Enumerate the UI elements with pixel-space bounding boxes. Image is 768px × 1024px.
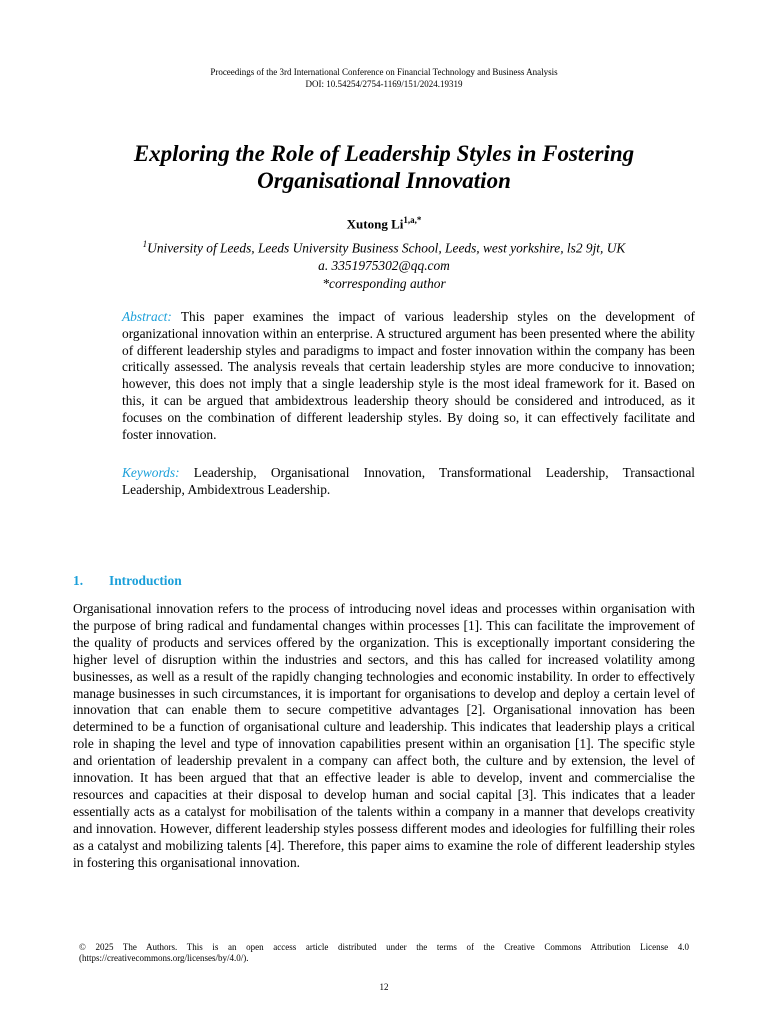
section-title: Introduction (109, 573, 182, 588)
abstract-label: Abstract: (122, 309, 172, 324)
header-conference: Proceedings of the 3rd International Conference on Financial Technology and Business Analysis (210, 67, 558, 77)
title-line-2: Organisational Innovation (257, 168, 511, 193)
license-footnote: © 2025 The Authors. This is an open access article distributed under the terms of the Creative Commons Attribution License 4.0 (https://creativecommons.org/licenses/by/4.0/). (79, 942, 689, 963)
paper-title (60, 140, 708, 194)
abstract-text: This paper examines the impact of various leadership styles on the development of organizational innovation within an enterprise. A structured argument has been presented where the ability of different leadership styles and paradigms to impact and foster innovation within the company has been critically assessed. The analysis reveals that certain leadership styles are more conducive to innovation; however, this does not imply that a single leadership style is the most ideal framework for it. Based on this, it can be argued that ambidextrous leadership theory should be considered and introduced, as it focuses on the combination of different leadership styles. By doing so, it can effectively facilitate and foster innovation. (122, 309, 695, 442)
author-superscript: 1,a,* (403, 215, 422, 225)
keywords (122, 465, 695, 499)
keywords-label: Keywords: (122, 465, 180, 480)
proceedings-header (0, 66, 768, 90)
affiliation-text: University of Leeds, Leeds University Business School, Leeds, west yorkshire, ls2 9jt, UK (147, 240, 626, 256)
abstract (122, 309, 695, 443)
page-number: 12 (379, 982, 389, 992)
author-name-text: Xutong Li (346, 216, 404, 232)
affiliation-superscript: 1 (142, 239, 148, 249)
author-email: a. 3351975302@qq.com (318, 258, 450, 274)
keywords-text: Leadership, Organisational Innovation, Transformational Leadership, Transactional Leadership, Ambidextrous Leadership. (122, 465, 695, 497)
author-name (0, 211, 768, 233)
section-number: 1. (73, 573, 84, 588)
corresponding-author-note: *corresponding author (322, 276, 446, 292)
title-line-1: Exploring the Role of Leadership Styles in Fostering (133, 141, 635, 166)
header-doi: DOI: 10.54254/2754-1169/151/2024.19319 (305, 79, 463, 89)
section-heading (73, 572, 182, 590)
author-affiliation-block (0, 235, 768, 293)
body-paragraph: Organisational innovation refers to the process of introducing novel ideas and processes within organisation with the purpose of bring radical and fundamental changes within processes [1]. This can facilitate the improvement of the quality of products and services offered by the organization. This is exceptionally important considering the higher level of disruption within the industries and sectors, and this has called for increased volatility among businesses, as well as a result of the rapidly changing technologies and economic instability. In order to effectively manage businesses in such circumstances, it is important for organisations to develop and deploy a certain level of innovation that can enable them to secure competitive advantages [2]. Organisational innovation has been determined to be a function of organisational culture and leadership. This indicates that leadership plays a critical role in shaping the level and type of innovation capabilities present within an organisation [1]. The specific style and orientation of leadership prevalent in a company can affect both, the culture and by extension, the level of innovation. It has been argued that that an effective leader is able to develop, invent and commercialise the resources and capacities at their disposal to develop human and social capital [3]. This indicates that a leader essentially acts as a catalyst for mobilisation of the talents within a company in a manner that develops creativity and innovation. However, different leadership styles possess different modes and ideologies for fulfilling their roles as a catalyst and mobilizing talents [4]. Therefore, this paper aims to examine the role of different leadership styles in fostering this organisational innovation. (73, 601, 695, 870)
affiliation (0, 235, 768, 257)
